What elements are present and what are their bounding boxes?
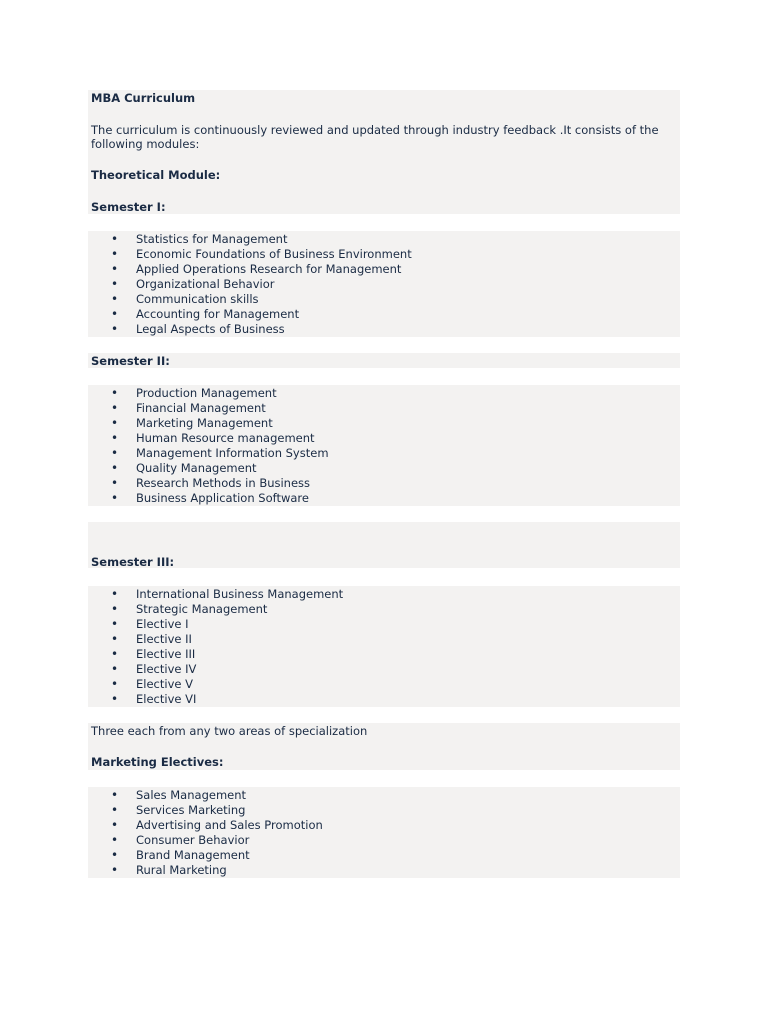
bullet-icon: • xyxy=(111,322,119,336)
list-item-label: Services Marketing xyxy=(136,803,246,817)
list-item-label: Legal Aspects of Business xyxy=(136,322,285,336)
intro-text-line2: following modules: xyxy=(91,137,200,151)
bullet-icon: • xyxy=(111,788,119,802)
bullet-icon: • xyxy=(111,848,119,862)
list-item-label: Strategic Management xyxy=(136,602,268,616)
list-item-label: Sales Management xyxy=(136,788,247,802)
semester-2-section xyxy=(88,353,680,368)
marketing-electives-list xyxy=(88,787,680,878)
semester-1-list xyxy=(88,231,680,337)
list-item-label: Elective I xyxy=(136,617,189,631)
list-item-label: Applied Operations Research for Management xyxy=(136,262,402,276)
bullet-icon: • xyxy=(111,863,119,877)
semester-3-heading: Semester III: xyxy=(91,555,175,569)
bullet-icon: • xyxy=(111,587,119,601)
list-item-label: Elective III xyxy=(136,647,196,661)
list-item-label: Brand Management xyxy=(136,848,250,862)
list-item-label: Elective II xyxy=(136,632,192,646)
intro-section xyxy=(88,90,680,214)
bullet-icon: • xyxy=(111,476,119,490)
bullet-icon: • xyxy=(111,307,119,321)
bullet-icon: • xyxy=(111,617,119,631)
bullet-icon: • xyxy=(111,677,119,691)
bullet-icon: • xyxy=(111,833,119,847)
list-item-label: Accounting for Management xyxy=(136,307,300,321)
theoretical-module-heading: Theoretical Module: xyxy=(91,168,221,182)
list-item-label: Economic Foundations of Business Environment xyxy=(136,247,412,261)
list-item-label: Management Information System xyxy=(136,446,329,460)
bullet-icon: • xyxy=(111,461,119,475)
marketing-electives-heading: Marketing Electives: xyxy=(91,755,224,769)
bullet-icon: • xyxy=(111,431,119,445)
list-item-label: Consumer Behavior xyxy=(136,833,250,847)
list-item-label: Human Resource management xyxy=(136,431,315,445)
list-item-label: Financial Management xyxy=(136,401,266,415)
list-item-label: International Business Management xyxy=(136,587,344,601)
list-item-label: Communication skills xyxy=(136,292,259,306)
bullet-icon: • xyxy=(111,232,119,246)
list-item-label: Elective IV xyxy=(136,662,197,676)
bullet-icon: • xyxy=(111,416,119,430)
bullet-icon: • xyxy=(111,277,119,291)
bullet-icon: • xyxy=(111,262,119,276)
list-item-label: Marketing Management xyxy=(136,416,273,430)
list-item-label: Business Application Software xyxy=(136,491,309,505)
electives-section xyxy=(88,723,680,770)
semester-2-list xyxy=(88,385,680,506)
bullet-icon: • xyxy=(111,632,119,646)
list-item-label: Advertising and Sales Promotion xyxy=(136,818,323,832)
bullet-icon: • xyxy=(111,662,119,676)
list-item-label: Statistics for Management xyxy=(136,232,288,246)
specialization-note: Three each from any two areas of specialization xyxy=(91,724,368,738)
bullet-icon: • xyxy=(111,386,119,400)
list-item-label: Rural Marketing xyxy=(136,863,227,877)
bullet-icon: • xyxy=(111,401,119,415)
intro-text-line1: The curriculum is continuously reviewed and updated through industry feedback .It consists of the xyxy=(91,123,659,137)
semester-1-heading: Semester I: xyxy=(91,200,166,214)
bullet-icon: • xyxy=(111,818,119,832)
bullet-icon: • xyxy=(111,647,119,661)
bullet-icon: • xyxy=(111,692,119,706)
semester-2-heading: Semester II: xyxy=(91,354,170,368)
list-item-label: Organizational Behavior xyxy=(136,277,275,291)
bullet-icon: • xyxy=(111,446,119,460)
bullet-icon: • xyxy=(111,491,119,505)
document-title: MBA Curriculum xyxy=(91,91,196,105)
list-item-label: Quality Management xyxy=(136,461,257,475)
bullet-icon: • xyxy=(111,602,119,616)
semester-3-list xyxy=(88,586,680,707)
bullet-icon: • xyxy=(111,803,119,817)
bullet-icon: • xyxy=(111,247,119,261)
semester-3-section xyxy=(88,522,680,568)
list-item-label: Production Management xyxy=(136,386,277,400)
list-item-label: Elective V xyxy=(136,677,193,691)
bullet-icon: • xyxy=(111,292,119,306)
list-item-label: Research Methods in Business xyxy=(136,476,311,490)
list-item-label: Elective VI xyxy=(136,692,197,706)
